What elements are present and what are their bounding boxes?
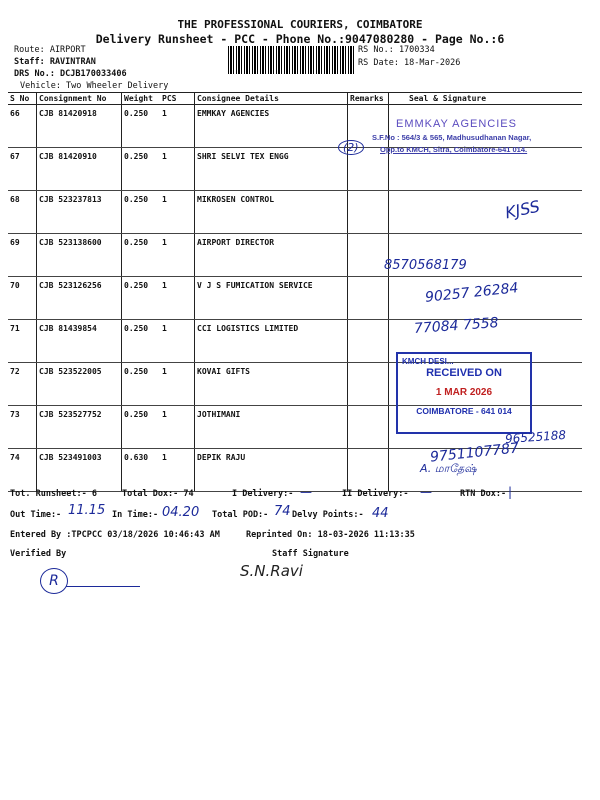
cell-sno: 73 [8, 406, 37, 449]
cell-remarks [348, 363, 389, 406]
in-time-value: 04.20 [162, 505, 200, 520]
cell-remarks [348, 191, 389, 234]
entered-by: Entered By :TPCPCC 03/18/2026 10:46:43 AM [10, 530, 220, 540]
cell-sno: 70 [8, 277, 37, 320]
delvy-points-label: Delvy Points:- [292, 510, 364, 520]
remark-handwriting-67: (2) [338, 140, 364, 155]
cell-pcs: 1 [160, 105, 195, 148]
col-seal-signature: Seal & Signature [389, 93, 583, 105]
signature-69: 8570568179 [384, 258, 467, 273]
cell-sno: 72 [8, 363, 37, 406]
emmkay-stamp-address1: S.F.No : 564/3 & 565, Madhusudhanan Nagar, [372, 133, 532, 142]
cell-pcs: 1 [160, 148, 195, 191]
signature-68: KJSS [503, 196, 542, 223]
total-runsheet: Tot. Runsheet:- 6 [10, 489, 97, 499]
cell-consignment: CJB 523527752 [37, 406, 122, 449]
runsheet-title: Delivery Runsheet - PCC - Phone No.:9047080280 - Page No.:6 [95, 32, 505, 46]
kmch-stamp-received: RECEIVED ON [426, 367, 502, 379]
out-time-value: 11.15 [68, 503, 106, 518]
cell-sno: 68 [8, 191, 37, 234]
cell-weight: 0.250 [122, 320, 161, 363]
cell-consignee: V J S FUMICATION SERVICE [195, 277, 348, 320]
rtn-dox-mark: | [508, 485, 513, 499]
kmch-stamp-date: 1 MAR 2026 [435, 387, 493, 398]
cell-pcs: 1 [160, 191, 195, 234]
kmch-stamp-city: COIMBATORE - 641 014 [416, 406, 512, 416]
cell-seal-signature [389, 191, 583, 234]
rs-number: RS No.: 1700334 [358, 45, 435, 55]
total-dox: Total Dox:- 74 [122, 489, 194, 499]
cell-weight: 0.630 [122, 449, 161, 492]
out-time-label: Out Time:- [10, 510, 62, 520]
cell-pcs: 1 [160, 406, 195, 449]
cell-consignee: SHRI SELVI TEX ENGG [195, 148, 348, 191]
cell-remarks [348, 320, 389, 363]
i-delivery: I Delivery:- [232, 489, 294, 499]
table-header-row [8, 93, 582, 105]
staff: Staff: RAVINTRAN [14, 57, 96, 67]
cell-weight: 0.250 [122, 148, 161, 191]
cell-weight: 0.250 [122, 191, 161, 234]
signature-71: 77084 7558 [413, 315, 500, 337]
cell-consignment: CJB 523491003 [37, 449, 122, 492]
col-consignment: Consignment No [37, 93, 122, 105]
cell-consignee: MIKROSEN CONTROL [195, 191, 348, 234]
kmch-stamp-line1: KMCH DESI... [402, 357, 454, 366]
signature-70: 90257 26284 [424, 280, 520, 306]
cell-sno: 69 [8, 234, 37, 277]
cell-consignee: DEPIK RAJU [195, 449, 348, 492]
staff-signature-label: Staff Signature [272, 549, 349, 559]
cell-sno: 74 [8, 449, 37, 492]
kmch-received-stamp [396, 352, 532, 434]
route: Route: AIRPORT [14, 45, 86, 55]
signature-73: 96525188 [504, 427, 567, 447]
cell-consignment: CJB 523138600 [37, 234, 122, 277]
rs-date: RS Date: 18-Mar-2026 [358, 58, 461, 68]
in-time-label: In Time:- [112, 510, 159, 520]
cell-pcs: 1 [160, 449, 195, 492]
cell-weight: 0.250 [122, 406, 161, 449]
cell-remarks [348, 234, 389, 277]
table-row [8, 191, 582, 234]
cell-sno: 66 [8, 105, 37, 148]
delvy-points-value: 44 [372, 506, 389, 521]
verified-signature [40, 568, 68, 594]
cell-consignee: EMMKAY AGENCIES [195, 105, 348, 148]
cell-pcs: 1 [160, 320, 195, 363]
cell-consignee: CCI LOGISTICS LIMITED [195, 320, 348, 363]
col-weight: Weight [122, 93, 161, 105]
cell-consignment: CJB 81420918 [37, 105, 122, 148]
total-pod-label: Total POD:- [212, 510, 269, 520]
cell-remarks [348, 277, 389, 320]
drs-number: DRS No.: DCJB170033406 [14, 69, 127, 79]
cell-consignee: JOTHIMANI [195, 406, 348, 449]
emmkay-stamp-name: EMMKAY AGENCIES [396, 118, 517, 130]
col-sno: S No [8, 93, 37, 105]
ii-delivery: II Delivery:- [342, 489, 409, 499]
cell-consignment: CJB 81439854 [37, 320, 122, 363]
total-pod-value: 74 [274, 504, 291, 519]
cell-weight: 0.250 [122, 234, 161, 277]
cell-weight: 0.250 [122, 105, 161, 148]
col-remarks: Remarks [348, 93, 389, 105]
cell-pcs: 1 [160, 234, 195, 277]
cell-consignee: AIRPORT DIRECTOR [195, 234, 348, 277]
cell-consignee: KOVAI GIFTS [195, 363, 348, 406]
vehicle: Vehicle: Two Wheeler Delivery [20, 81, 169, 91]
cell-consignment: CJB 81420910 [37, 148, 122, 191]
cell-remarks [348, 406, 389, 449]
signature-74-phone: 9751107787 [429, 440, 520, 466]
cell-sno: 67 [8, 148, 37, 191]
barcode [228, 46, 354, 74]
staff-signature: S.N.Ravi [240, 562, 303, 580]
emmkay-stamp-address2: Opp.to KMCH, Sitra, Coimbatore-641 014. [380, 145, 528, 154]
table-row [8, 234, 582, 277]
verified-signature-text: R [49, 573, 59, 589]
col-consignee: Consignee Details [195, 93, 348, 105]
cell-consignment: CJB 523126256 [37, 277, 122, 320]
cell-pcs: 1 [160, 277, 195, 320]
cell-consignment: CJB 523522005 [37, 363, 122, 406]
ii-delivery-mark: — [420, 485, 432, 499]
verified-by-label: Verified By [10, 549, 67, 559]
cell-remarks [348, 449, 389, 492]
cell-consignment: CJB 523237813 [37, 191, 122, 234]
company-title: THE PROFESSIONAL COURIERS, COIMBATORE [177, 18, 423, 31]
cell-weight: 0.250 [122, 363, 161, 406]
col-pcs: PCS [160, 93, 195, 105]
rtn-dox: RTN Dox:- [460, 489, 507, 499]
cell-pcs: 1 [160, 363, 195, 406]
i-delivery-mark: — [300, 485, 312, 499]
signature-74-name: A. மாதேஷ் [420, 462, 477, 475]
cell-sno: 71 [8, 320, 37, 363]
cell-weight: 0.250 [122, 277, 161, 320]
verified-signature-stroke [66, 586, 140, 587]
reprinted-on: Reprinted On: 18-03-2026 11:13:35 [246, 530, 415, 540]
